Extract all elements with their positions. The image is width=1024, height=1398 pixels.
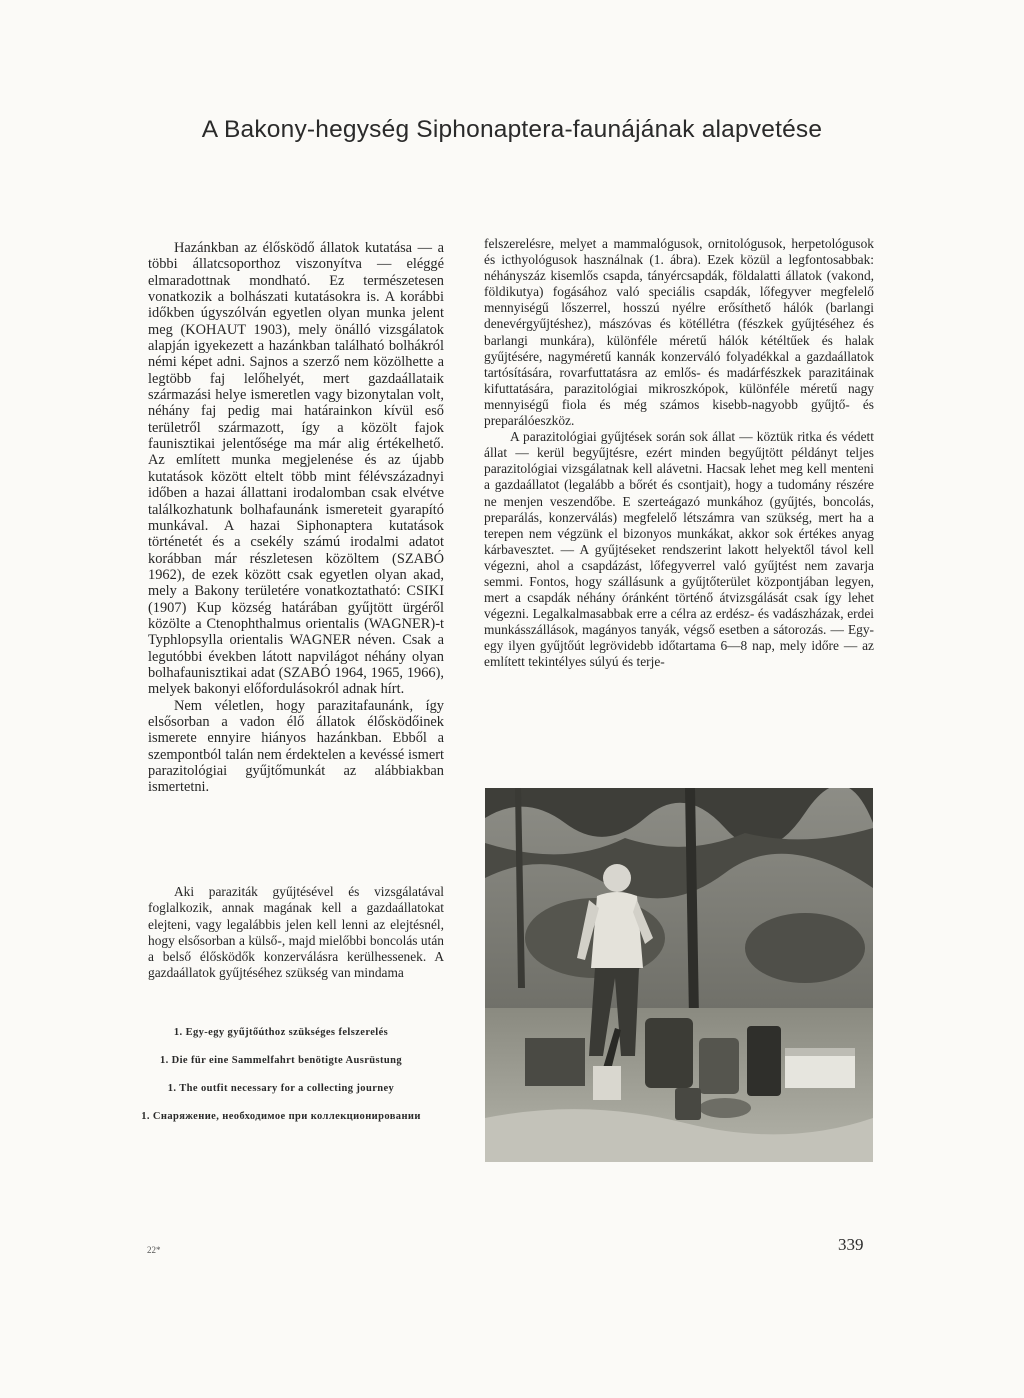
paragraph: felszerelésre, melyet a mammalógusok, ornitológusok, herpetológusok és icthyológusok használnak (1. ábra). Ezek közül a legfontosabbak: néhányszáz kisemlős csapda, tányércsapdák, földalatti állatok (vakond, földikutya) fogásához való speciális csapdák, lőfegyver megfelelő mennyiségű lőszerrel, hosszú nyélre erősíthető hálók (barlangi denevérgyűjtéshez), mászóvas és kötéllétra (fészkek gyűjtéséhez és barlangi munkára), különféle méretű hálók kétéltűek és halak gyűjtésére, nagyméretű kannák konzerváló folyadékkal a gazdaállatok tartósítására, rovarfuttatásra az emlős- és madárfészkek parazitáinak kifuttatására, parazitológiai mikroszkópok, különféle méretű nagy mennyiségű fiola és még számos kisebb-nagyobb gyűjtő- és preparálóeszköz. (484, 236, 874, 429)
paragraph: A parazitológiai gyűjtések során sok állat — köztük ritka és védett állat — kerül begyűjtésre, ezért minden begyűjtött példányt teljes parazitológiai vizsgálatnak kell alávetni. Hacsak lehet meg kell menteni a gazdaállatot (legalább a bőrét és csontjait), hogy a tudomány részére ne menjen veszendőbe. E szerteágazó munkához (gyűjtés, boncolás, preparálás, konzerválás) megfelelő létszámra van szükség, mert ha a terepen nem végzünk el bizonyos munkákat, akkor sok értékes anyag kárbavesztet. — A gyűjtéseket rendszerint lakott helyektől távol kell végezni, ahol a csapdázást, lőfegyverrel való gyűjtést nem zavarja semmi. Fontos, hogy szállásunk a gyűjtőterület központjában legyen, mert a csapdák néhány óránként történő átvizsgálását csak így lehet végezni. Legalkalmasabbak erre a célra az erdész- és vadászházak, erdei munkásszállások, magányos tanyák, végső esetben a sátorozás. — Egy-egy ilyen gyűjtőút legrövidebb időtartama 6—8 nap, mely időre — az említett tekintélyes súlyú és terje- (484, 429, 874, 670)
paragraph: Aki paraziták gyűjtésével és vizsgálatával foglalkozik, annak magának kell a gazdaállatokat elejteni, vagy legalábbis jelen kell lenni az elejtésnél, hogy elsősorban a külső-, majd mielőbbi boncolás után a belső élősködők konzerválásra kerülhessenek. A gazdaállatok gyűjtéséhez szükség van mindama (148, 884, 444, 981)
figure-photo (485, 788, 873, 1162)
page-number: 339 (838, 1235, 864, 1254)
photo-illustration (485, 788, 873, 1162)
right-column (484, 236, 874, 671)
signature-mark: 22* (147, 1245, 161, 1255)
caption-hungarian: 1. Egy-egy gyűjtőúthoz szükséges felszerelés (173, 1027, 389, 1038)
paragraph: Nem véletlen, hogy parazitafaunánk, így elsősorban a vadon élő állatok élősködőinek ismerete ennyire hiányos hazánkban. Ebből a szempontból talán nem érdektelen a kevéssé ismert parazitológiai gyűjtőmunkát az alábbiakban ismertetni. (148, 697, 444, 796)
caption-german: 1. Die für eine Sammelfahrt benötigte Ausrüstung (159, 1055, 403, 1066)
article-title: A Bakony-hegység Siphonaptera-faunájának alapvetése (201, 116, 823, 143)
caption-russian: 1. Снаряжение, необходимое при коллекционировании (141, 1111, 421, 1122)
left-column-bottom (148, 884, 444, 982)
paragraph: Hazánkban az élősködő állatok kutatása — a többi állatcsoporthoz viszonyítva — eléggé elmaradottnak mondható. Ez természetesen vonatkozik a bolhászati kutatásokra is. A korábbi időkben úgyszólván egyetlen olyan munka jelent meg (KOHAUT 1903), mely önálló vizsgálatok alapján igyekezett a hazánkban található bolhákról némi képet adni. Sajnos a szerző nem közölhette a legtöbb faj lelőhelyét, mert gazdaállataik származási helye ismeretlen vagy bizonytalan volt, néhány faj pedig mai határainkon kívül eső területről származott, így a közölt fajok faunisztikai jelentősége ma már alig értékelhető. Az említett munka megjelenése és az újabb kutatások között eltelt több mint félévszázadnyi időben a hazai állattani irodalomban csak elvétve találkozhatunk bolhafaunánk ismereteit gyarapító munkával. A hazai Siphonaptera kutatások történetét és a csekély számú irodalmi adatot korábban már részletesen közöltem (SZABÓ 1962), de ezek között csak egyetlen olyan akad, mely a Bakony területére vonatkoztatható: CSIKI (1907) Kup község határában gyűjtött ürgéről közölte a Ctenophthalmus orientalis (WAGNER)-t Typhlopsylla orientalis WAGNER néven. Csak a legutóbbi években látott napvilágot néhány olyan bolhafaunisztikai adat (SZABÓ 1964, 1965, 1966), melyek bakonyi előfordulásokról adnak hírt. (148, 240, 444, 698)
caption-english: 1. The outfit necessary for a collecting journey (167, 1083, 395, 1094)
figure-captions (110, 1019, 452, 1131)
left-column-top (148, 240, 444, 796)
